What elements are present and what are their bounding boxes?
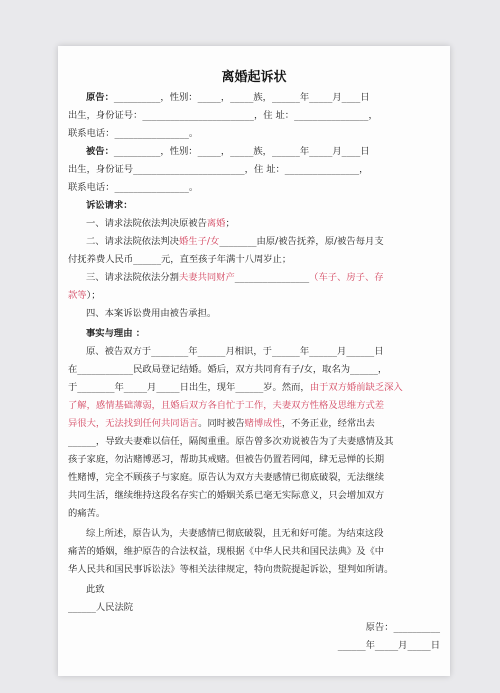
claims-heading: 诉讼请求： (86, 200, 133, 211)
facts-line-5-rest: ，不务正业，经常出去 (281, 418, 375, 429)
claim-2-highlight: 婚生子/女 (178, 236, 220, 247)
summary-line-2: 痛苦的婚姻，维护原告的合法权益，现根据《中华人民共和国民法典》及《中 (68, 546, 385, 557)
defendant-fields-1: __________，性别：_____，_____族，______年_____月____日 (113, 146, 370, 157)
facts-line-5 (68, 417, 440, 430)
summary-line-1: 综上所述，原告认为，夫妻感情已彻底破裂，且无和好可能。为结束这段 (86, 528, 384, 539)
claim-1-end: ； (225, 218, 235, 229)
closing-salute: 此致 (86, 584, 105, 595)
document-page (58, 46, 450, 676)
facts-heading: 事实与理由 ： (86, 328, 146, 339)
plaintiff-line-1 (68, 91, 458, 104)
facts-line-4: 了解，感情基础薄弱，且婚后双方各自忙于工作，夫妻双方性格及思维方式差 (68, 400, 385, 411)
facts-line-3-text: 于________年_____月_____日出生，现年______岁。然而， (68, 382, 310, 393)
facts-line-9: 共同生活，继续维持这段名存实亡的婚姻关系已毫无实际意义，只会增加双方 (68, 490, 385, 501)
closing-date: ______年_____月_____日 (337, 640, 440, 651)
claim-1 (68, 217, 458, 230)
claim-3-blank: ________________ (234, 272, 310, 283)
claim-3-highlight: 夫妻共同财产 (178, 272, 235, 283)
closing-court: ______人民法院 (68, 602, 134, 613)
defendant-label: 被告： (86, 146, 114, 157)
claim-3-note: （车子、房子、存 (309, 272, 384, 283)
facts-line-8: 性赌博，完全不顾孩子与家庭。原告认为双方夫妻感情已彻底破裂，无法继续 (68, 472, 385, 483)
claim-3 (68, 271, 458, 284)
facts-line-3 (68, 381, 440, 394)
closing-signer: 原告：__________ (365, 622, 440, 633)
facts-line-5-text: 。同时被告 (198, 418, 245, 429)
summary-line-3: 华人民共和国民事诉讼法》等相关法律规定，特向贵院提起诉讼，望判如所请。 (68, 564, 394, 575)
claim-3-line-2 (68, 289, 440, 302)
claim-2-rest: ________由原/被告抚养，原/被告每月支 (219, 236, 384, 247)
facts-line-5-highlight-2: 赌博成性 (244, 418, 282, 429)
claim-3-note-end: 款等 (68, 290, 87, 301)
claim-3-end: ）； (86, 290, 101, 301)
facts-line-7: 孩子家庭，勿沾赌博恶习，帮助其戒赌。但被告仍置若罔闻，肆无忌惮的长期 (68, 454, 385, 465)
facts-line-1: 原、被告双方于________年______月相识，于______年______月______日 (86, 346, 384, 357)
defendant-line-2: 出生，身份证号________________________，住 址：________________， (68, 164, 369, 175)
plaintiff-line-2: 出生，身份证号：________________________，住 址：________________， (68, 110, 378, 121)
defendant-line-1 (68, 145, 458, 158)
facts-line-3-highlight: 由于双方婚前缺乏深入 (309, 382, 403, 393)
document-title: 离婚起诉状 (221, 70, 287, 85)
claim-2-line-2: 付抚养费人民币______元，直至孩子年满十八周岁止； (68, 254, 292, 265)
defendant-line-3: 联系电话：________________。 (68, 182, 199, 193)
claim-3-text: 三、请求法院依法分割 (86, 272, 179, 283)
facts-line-6: ______，导致夫妻难以信任，隔阂重重。原告曾多次劝说被告为了夫妻感情及其 (68, 436, 394, 447)
facts-line-5-highlight: 异很大，无法找到任何共同语言 (68, 418, 199, 429)
claim-1-text: 一、请求法院依法判决原被告 (86, 218, 207, 229)
claim-2 (68, 235, 458, 248)
facts-line-2: 在____________民政局登记结婚。婚后，双方共同育有子/女，取名为______， (68, 364, 388, 375)
claim-2-text: 二、请求法院依法判决 (86, 236, 179, 247)
claim-4: 四、本案诉讼费用由被告承担。 (86, 308, 217, 319)
plaintiff-label: 原告： (86, 92, 114, 103)
facts-line-10: 的痛苦。 (68, 508, 106, 519)
plaintiff-line-3: 联系电话：________________。 (68, 128, 199, 139)
claim-1-highlight: 离婚 (206, 218, 226, 229)
plaintiff-fields-1: __________，性别：_____，_____族，______年_____月____日 (113, 92, 370, 103)
